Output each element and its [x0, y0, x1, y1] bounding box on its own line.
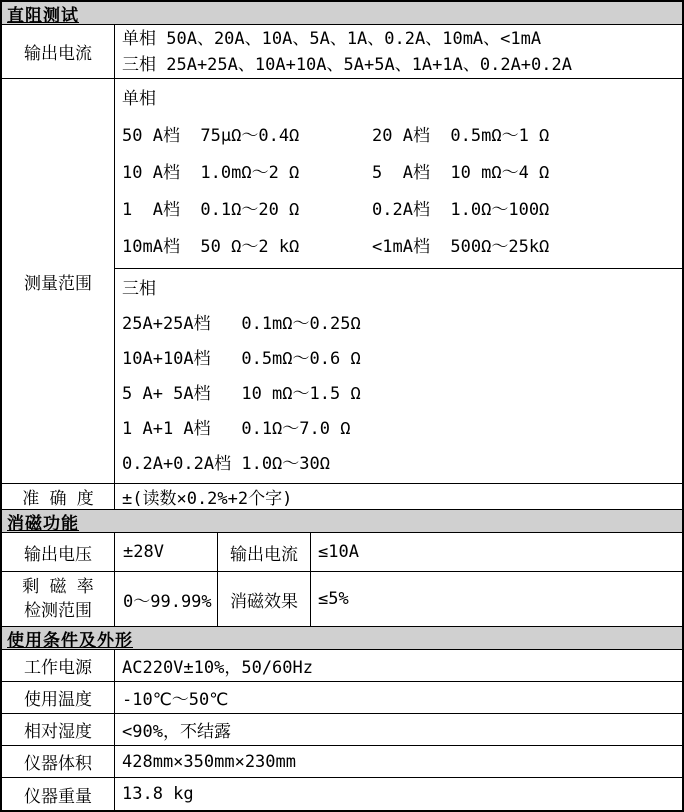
- accuracy-label: 准 确 度: [2, 484, 115, 509]
- output-current-label: 输出电流: [2, 25, 115, 78]
- section-header-conditions: [2, 627, 682, 650]
- demag-effect-label: 消磁效果: [218, 572, 311, 626]
- demag-row-remanence: [2, 572, 682, 627]
- output-voltage-label: 输出电压: [2, 533, 115, 571]
- demag-output-current-value: ≤10A: [318, 542, 359, 562]
- power-supply-value: AC220V±10%，50/60Hz: [122, 658, 313, 678]
- operating-temperature-label: 使用温度: [2, 682, 115, 713]
- instrument-size-label: 仪器体积: [2, 746, 115, 777]
- relative-humidity-value: <90%，不结露: [122, 722, 231, 742]
- instrument-size-value: 428mm×350mm×230mm: [122, 751, 296, 772]
- demag-effect-value: ≤5%: [318, 589, 349, 609]
- single-phase-title: 单相: [122, 89, 156, 109]
- operating-temperature-row: [2, 682, 682, 714]
- accuracy-value: ±(读数×0.2%+2个字): [122, 489, 293, 509]
- section-title-demag: 消磁功能: [7, 513, 79, 534]
- operating-temperature-value: -10℃～50℃: [122, 690, 229, 710]
- output-current-row: [2, 25, 682, 79]
- range-line: 50 A档 75μΩ～0.4Ω 20 A档 0.5mΩ～1 Ω: [122, 126, 550, 146]
- instrument-size-row: [2, 746, 682, 778]
- demag-output-current-label: 输出电流: [218, 533, 311, 571]
- section-header-dc-test: [2, 2, 682, 25]
- range-line: 10 A档 1.0mΩ～2 Ω 5 A档 10 mΩ～4 Ω: [122, 163, 550, 183]
- measurement-range-row: [2, 79, 682, 484]
- three-phase-title: 三相: [122, 278, 156, 299]
- measurement-range-label: 测量范围: [2, 79, 115, 483]
- instrument-weight-label: 仪器重量: [2, 778, 115, 810]
- measurement-range-value: [115, 79, 682, 483]
- instrument-weight-row: [2, 778, 682, 810]
- range-line: 1 A档 0.1Ω～20 Ω 0.2A档 1.0Ω～100Ω: [122, 200, 550, 220]
- range-line: 10mA档 50 Ω～2 kΩ <1mA档 500Ω～25kΩ: [122, 237, 550, 257]
- three-phase-range-block: [115, 269, 682, 483]
- instrument-weight-value: 13.8 kg: [122, 784, 194, 804]
- accuracy-row: [2, 484, 682, 510]
- output-current-single-phase: 单相 50A、20A、10A、5A、1A、0.2A、10mA、<1mA: [122, 28, 542, 49]
- range-line: 25A+25A档 0.1mΩ～0.25Ω: [122, 313, 361, 334]
- relative-humidity-label: 相对湿度: [2, 714, 115, 745]
- remanence-rate-label-line2: 检测范围: [24, 601, 92, 621]
- power-supply-row: [2, 650, 682, 682]
- range-line: 5 A+ 5A档 10 mΩ～1.5 Ω: [122, 383, 361, 404]
- range-line: 10A+10A档 0.5mΩ～0.6 Ω: [122, 348, 361, 369]
- range-line: 1 A+1 A档 0.1Ω～7.0 Ω: [122, 418, 351, 439]
- output-current-three-phase: 三相 25A+25A、10A+10A、5A+5A、1A+1A、0.2A+0.2A: [122, 54, 572, 75]
- remanence-rate-value: 0～99.99%: [115, 572, 218, 626]
- relative-humidity-row: [2, 714, 682, 746]
- demag-row-voltage: [2, 533, 682, 572]
- remanence-rate-label: [2, 572, 115, 626]
- output-voltage-value: ±28V: [115, 533, 218, 571]
- section-header-demag: [2, 510, 682, 533]
- section-title-dc-test: 直阻测试: [7, 5, 79, 26]
- output-current-value: [115, 25, 682, 78]
- range-line: 0.2A+0.2A档 1.0Ω～30Ω: [122, 453, 330, 474]
- power-supply-label: 工作电源: [2, 650, 115, 681]
- remanence-rate-label-line1: 剩 磁 率: [22, 577, 94, 597]
- single-phase-range-block: [115, 79, 682, 269]
- section-title-conditions: 使用条件及外形: [7, 630, 133, 651]
